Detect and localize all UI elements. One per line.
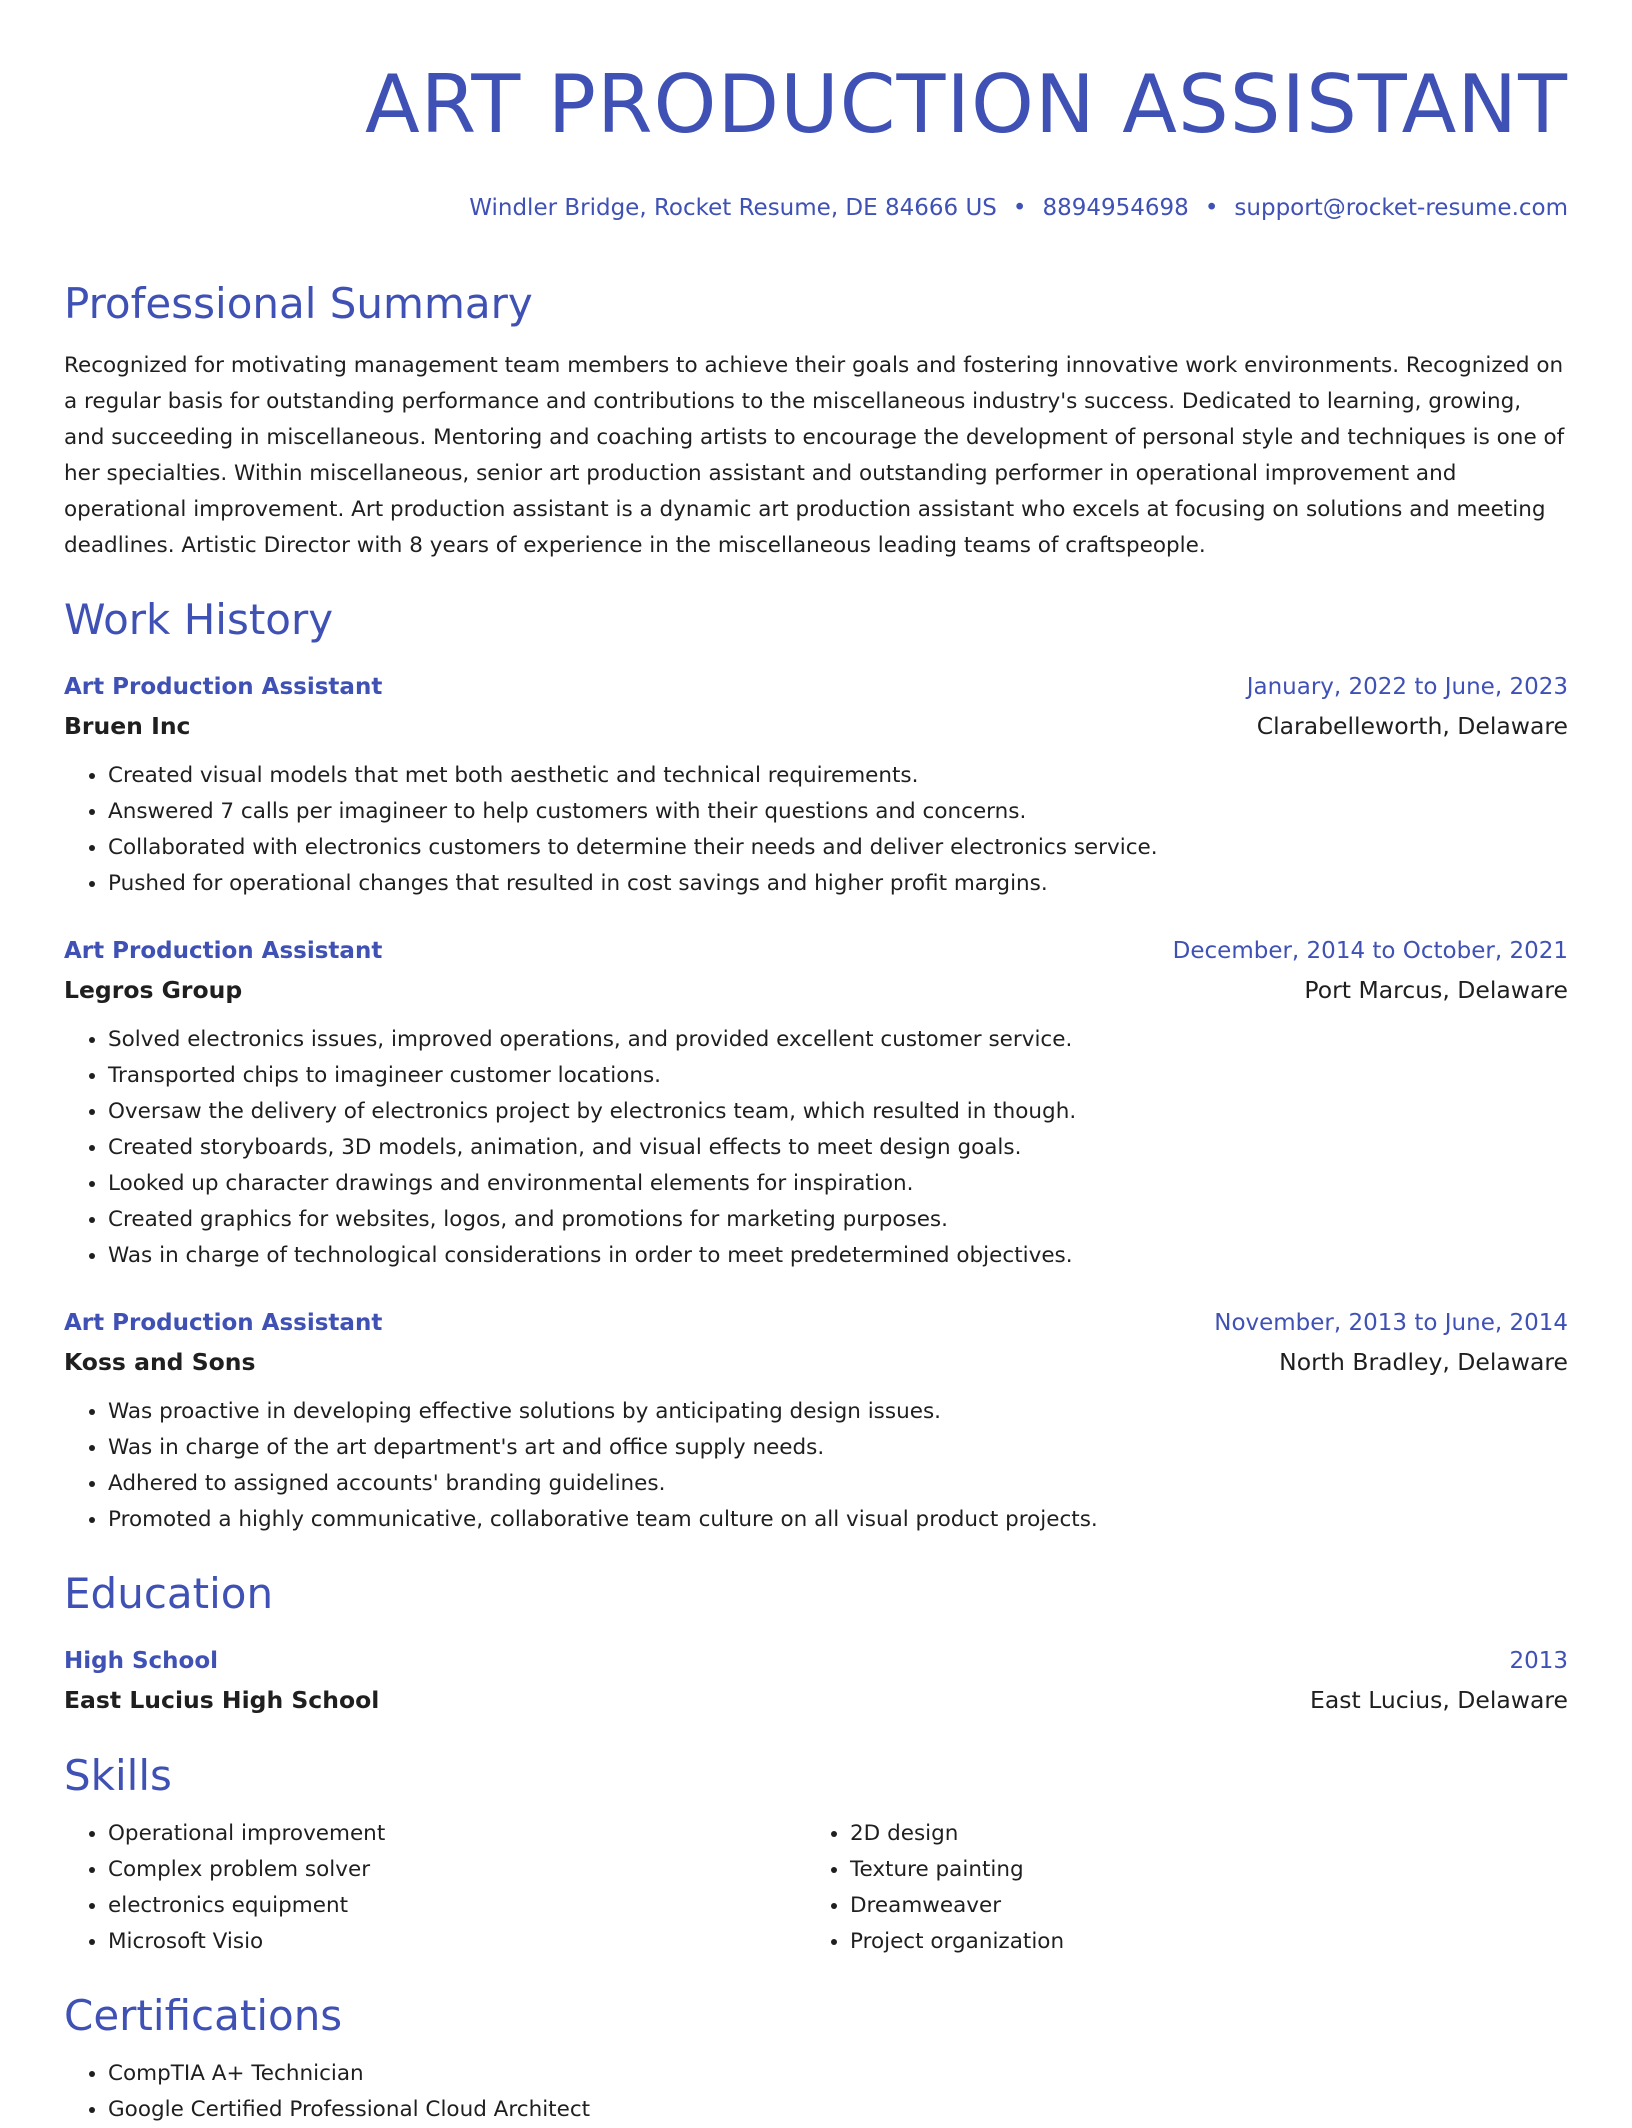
- job-location: North Bradley, Delaware: [1279, 1348, 1568, 1376]
- job-location: Clarabelleworth, Delaware: [1256, 712, 1568, 740]
- contact-email: support@rocket-resume.com: [1234, 195, 1568, 221]
- job-bullets: [64, 1394, 1568, 1538]
- job-bullet: • Transported chips to imagineer customer locations.: [108, 1058, 1568, 1094]
- certification-item: • Google Certified Professional Cloud Architect: [108, 2092, 1568, 2128]
- certifications-list: [64, 2056, 1568, 2128]
- candidate-title: ART PRODUCTION ASSISTANT: [364, 58, 1568, 151]
- contact-line: [64, 190, 1568, 226]
- certifications-section: [64, 1988, 1568, 2128]
- job-bullet: • Was in charge of technological considerations in order to meet predetermined objectives.: [108, 1238, 1568, 1274]
- job-dates: November, 2013 to June, 2014: [1214, 1310, 1568, 1336]
- skill-item: • 2D design: [850, 1816, 1548, 1852]
- summary-heading: Professional Summary: [64, 279, 533, 328]
- job-bullet: • Collaborated with electronics customers to determine their needs and deliver electronics service.: [108, 830, 1568, 866]
- skill-item: • Dreamweaver: [850, 1888, 1548, 1924]
- job-title: Art Production Assistant: [64, 1310, 383, 1336]
- contact-phone: 8894954698: [1042, 195, 1189, 221]
- job-dates: January, 2022 to June, 2023: [1246, 674, 1568, 700]
- job-bullet: • Answered 7 calls per imagineer to help customers with their questions and concerns.: [108, 794, 1568, 830]
- skill-item: • Operational improvement: [108, 1816, 806, 1852]
- job-title: Art Production Assistant: [64, 674, 383, 700]
- work-history-section: [64, 592, 1568, 1538]
- education-year: 2013: [1509, 1648, 1568, 1674]
- work-history-heading: Work History: [64, 595, 334, 644]
- job-bullet: • Was in charge of the art department's art and office supply needs.: [108, 1430, 1568, 1466]
- job-bullet: • Created graphics for websites, logos, and promotions for marketing purposes.: [108, 1202, 1568, 1238]
- certification-item: • CompTIA A+ Technician: [108, 2056, 1568, 2092]
- skills-columns: [64, 1816, 1568, 1960]
- job-bullet: • Looked up character drawings and environmental elements for inspiration.: [108, 1166, 1568, 1202]
- job-bullet: • Solved electronics issues, improved operations, and provided excellent customer service.: [108, 1022, 1568, 1058]
- skill-item: • Microsoft Visio: [108, 1924, 806, 1960]
- job-bullets: [64, 758, 1568, 902]
- education-location: East Lucius, Delaware: [1310, 1686, 1568, 1714]
- skill-item: • Complex problem solver: [108, 1852, 806, 1888]
- education-entry: [64, 1642, 1568, 1720]
- skill-item: • Project organization: [850, 1924, 1548, 1960]
- job-bullet: • Oversaw the delivery of electronics project by electronics team, which resulted in though.: [108, 1094, 1568, 1130]
- job-bullets: [64, 1022, 1568, 1274]
- job-title: Art Production Assistant: [64, 938, 383, 964]
- education-degree: High School: [64, 1648, 219, 1674]
- job-bullet: • Created storyboards, 3D models, animation, and visual effects to meet design goals.: [108, 1130, 1568, 1166]
- job-company: Koss and Sons: [64, 1348, 256, 1376]
- skills-column-left: [64, 1816, 806, 1960]
- education-heading: Education: [64, 1569, 274, 1618]
- contact-address: Windler Bridge, Rocket Resume, DE 84666 US: [469, 195, 997, 221]
- job-company: Legros Group: [64, 976, 243, 1004]
- education-school: East Lucius High School: [64, 1686, 380, 1714]
- skills-heading: Skills: [64, 1751, 172, 1800]
- resume-header: [64, 0, 1568, 226]
- certifications-heading: Certifications: [64, 1991, 343, 2040]
- skills-section: [64, 1748, 1568, 1960]
- job-bullet: • Pushed for operational changes that resulted in cost savings and higher profit margins.: [108, 866, 1568, 902]
- job-dates: December, 2014 to October, 2021: [1172, 938, 1568, 964]
- job-bullet: • Created visual models that met both aesthetic and technical requirements.: [108, 758, 1568, 794]
- job-company: Bruen Inc: [64, 712, 191, 740]
- skills-column-right: [806, 1816, 1548, 1960]
- job-entry: [64, 668, 1568, 902]
- skill-item: • electronics equipment: [108, 1888, 806, 1924]
- contact-separator: •: [1204, 195, 1219, 221]
- job-entry: [64, 1304, 1568, 1538]
- job-entry: [64, 932, 1568, 1274]
- summary-text: Recognized for motivating management team members to achieve their goals and fostering innovative work environments. Recognized on a regular basis for outstanding performance and contributions to the miscellaneous industry's success. Dedicated to learning, growing, and succeeding in miscellaneous. Mentoring and coaching artists to encourage the development of personal style and techniques is one of her specialties. Within miscellaneous, senior art production assistant and outstanding performer in operational improvement and operational improvement. Art production assistant is a dynamic art production assistant who excels at focusing on solutions and meeting deadlines. Artistic Director with 8 years of experience in the miscellaneous leading teams of craftspeople.: [64, 353, 1565, 558]
- skill-item: • Texture painting: [850, 1852, 1548, 1888]
- job-bullet: • Promoted a highly communicative, collaborative team culture on all visual product projects.: [108, 1502, 1568, 1538]
- job-bullet: • Was proactive in developing effective solutions by anticipating design issues.: [108, 1394, 1568, 1430]
- contact-separator: •: [1012, 195, 1027, 221]
- job-location: Port Marcus, Delaware: [1304, 976, 1568, 1004]
- resume-page: [64, 0, 1568, 2128]
- education-section: [64, 1566, 1568, 1720]
- job-bullet: • Adhered to assigned accounts' branding guidelines.: [108, 1466, 1568, 1502]
